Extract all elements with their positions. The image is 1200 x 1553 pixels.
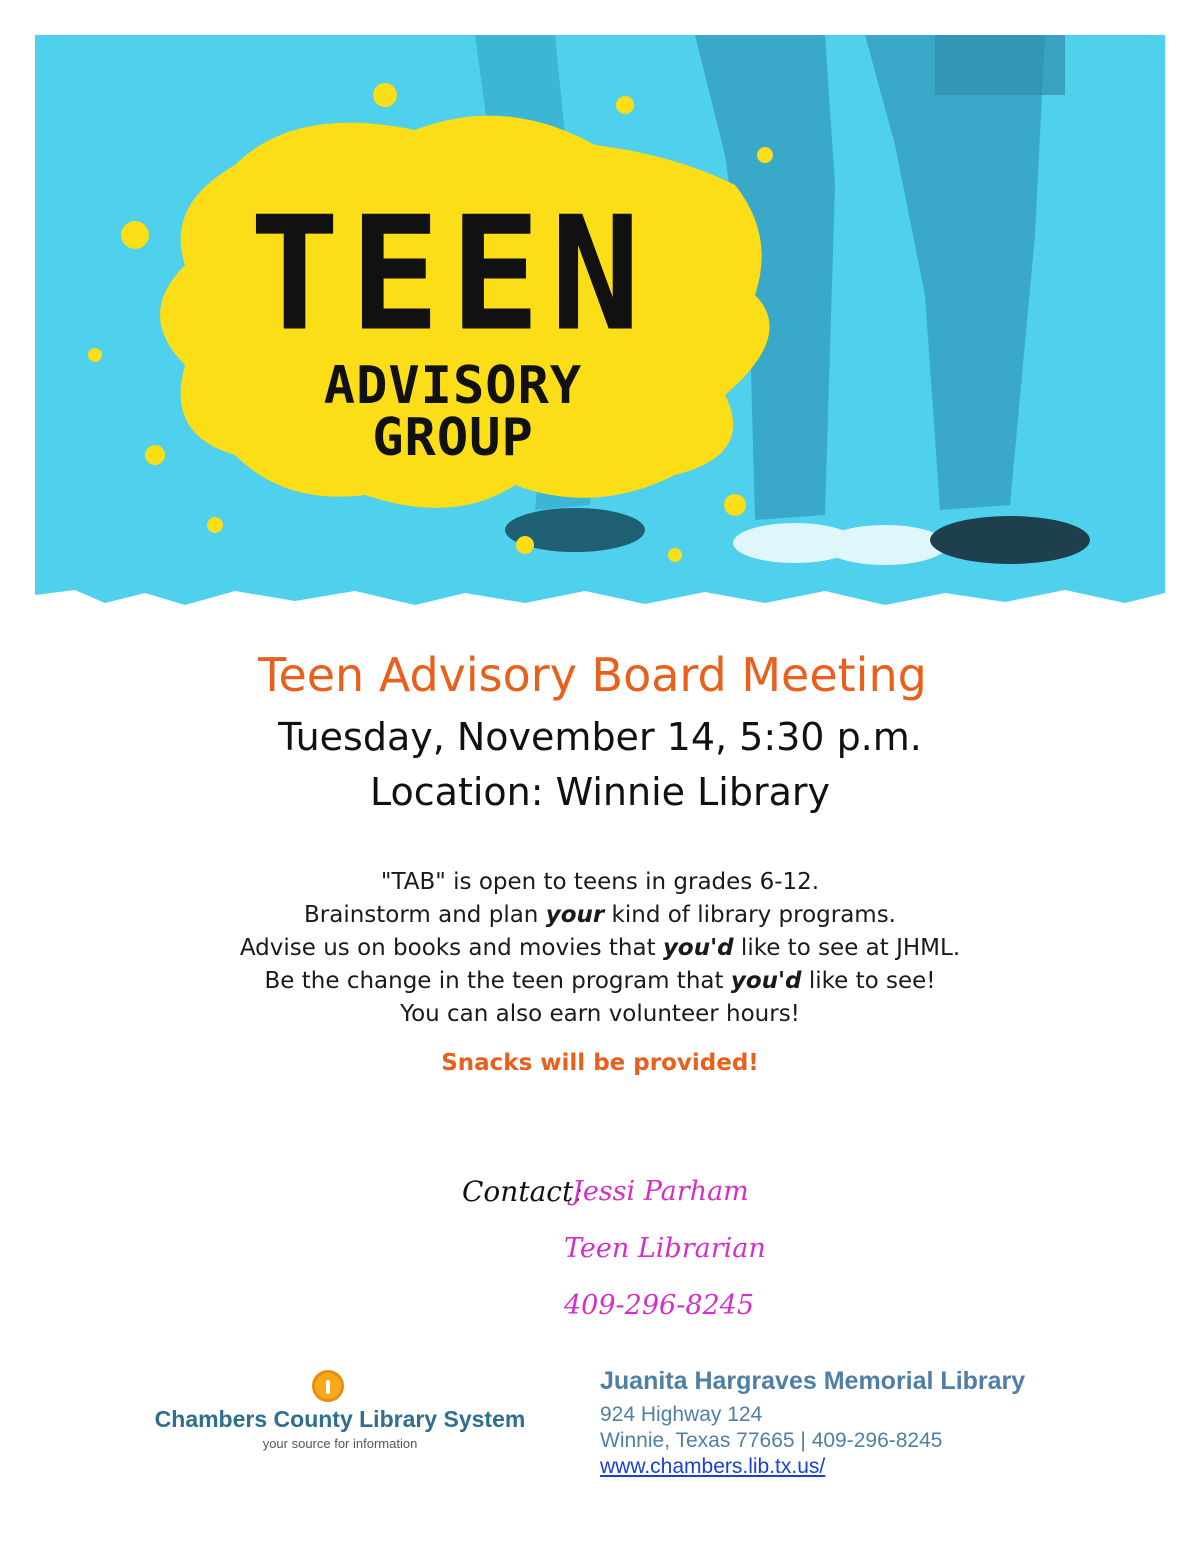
desc-line-3-post: like to see at JHML. [733,935,961,961]
snacks-notice: Snacks will be provided! [441,1050,759,1076]
library-info [600,1367,1025,1480]
ccls-name: Chambers County Library System [154,1406,526,1432]
event-date-time: Tuesday, November 14, 5:30 p.m. [278,715,922,759]
hero-group-words: ADVISORY GROUP [323,356,583,468]
desc-line-2-pre: Brainstorm and plan [304,902,546,928]
ccls-tagline: your source for information [262,1436,418,1451]
contact-phone: 409-296-8245 [564,1290,755,1321]
desc-line-2-post: kind of library programs. [604,902,896,928]
desc-line-4-emphasis: you'd [730,968,802,994]
library-city-phone: Winnie, Texas 77665 | 409-296-8245 [600,1429,943,1452]
desc-line-3-pre: Advise us on books and movies that [239,935,663,961]
hero-banner [35,35,1165,610]
contact-name: Jessi Parham [572,1176,749,1207]
contact-role: Teen Librarian [564,1233,766,1264]
desc-line-2 [0,899,1200,932]
event-title: Teen Advisory Board Meeting [258,648,927,702]
ccls-logo-block [150,1370,530,1460]
desc-line-4 [0,965,1200,998]
library-website-link[interactable]: www.chambers.lib.tx.us/ [600,1455,826,1478]
desc-line-2-emphasis: your [545,902,605,928]
hero-teen-word: TEEN [249,183,651,367]
contact-label: Contact: [462,1175,583,1208]
library-address: 924 Highway 124 [600,1403,763,1426]
desc-line-4-pre: Be the change in the teen program that [264,968,731,994]
library-name: Juanita Hargraves Memorial Library [600,1367,1026,1395]
info-icon [312,1370,344,1402]
desc-line-1: "TAB" is open to teens in grades 6-12. [380,869,820,895]
event-location: Location: Winnie Library [370,770,830,814]
desc-line-3 [0,932,1200,965]
desc-line-3-emphasis: you'd [662,935,734,961]
desc-line-5: You can also earn volunteer hours! [400,1001,800,1027]
desc-line-4-post: like to see! [801,968,936,994]
event-description [0,866,1200,1031]
